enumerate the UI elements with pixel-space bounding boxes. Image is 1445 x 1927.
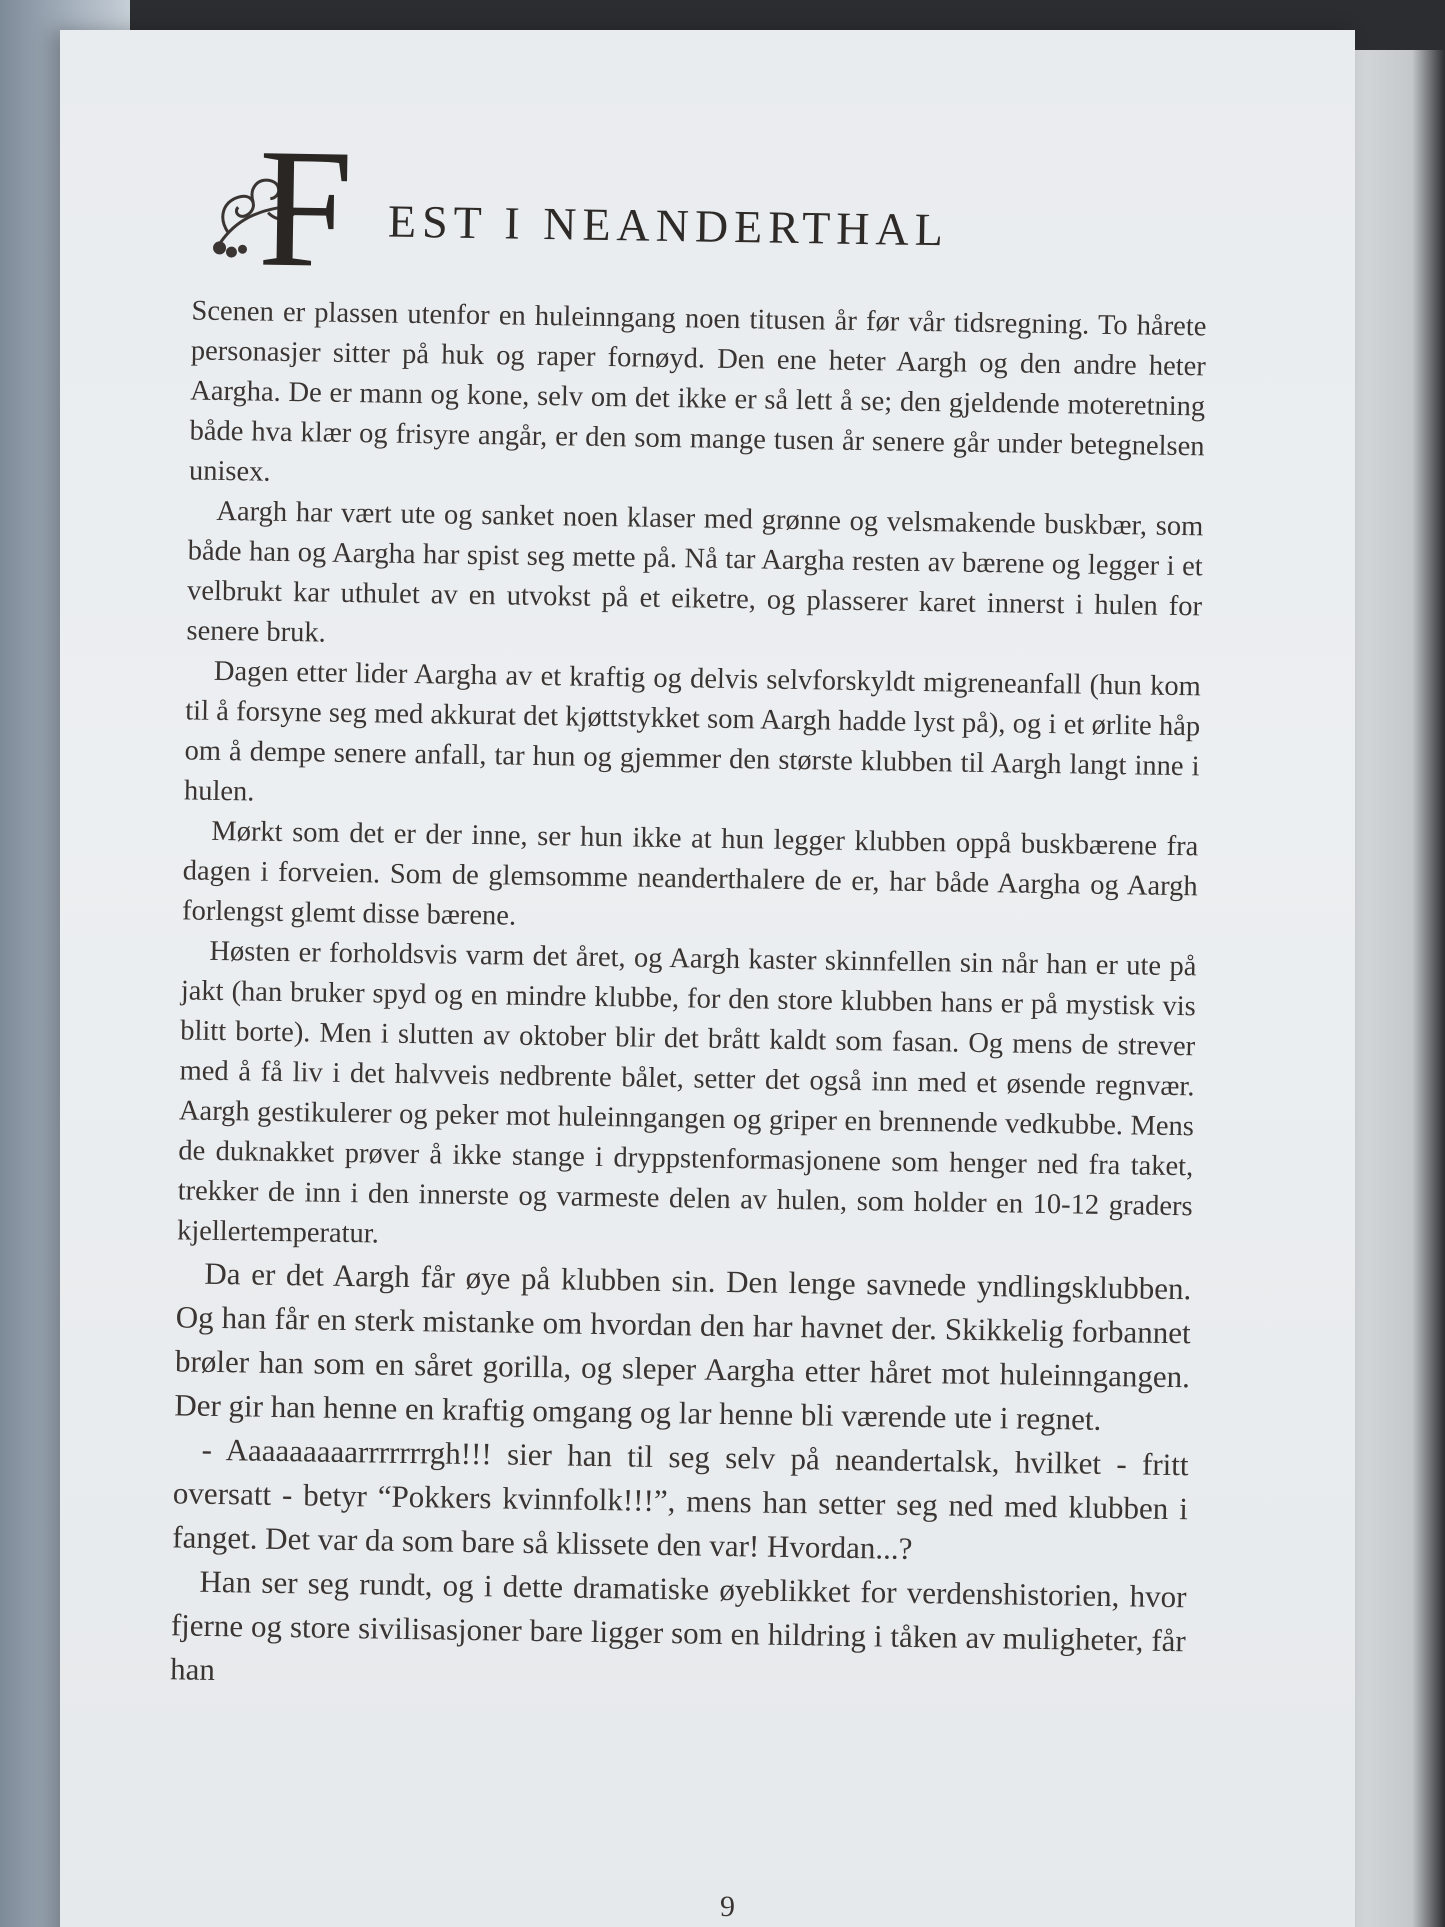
- paragraph: Da er det Aargh får øye på klubben sin. Den lenge savnede yndlingsklubben. Og han får en sterk mistanke om hvordan den har havnet der. Skikkelig forbannet brøler han som en såret gorilla, og sleper Aargha etter håret mot huleinngangen. Der gir han henne en kraftig omgang og lar henne bli værende ute i regnet.: [174, 1255, 1192, 1437]
- page-content: [75, 90, 1300, 1709]
- chapter-header: [97, 90, 1300, 309]
- paragraph: Høsten er forholdsvis varm det året, og Aargh kaster skinnfellen sin når han er ute på jakt (han bruker spyd og en mindre klubbe, for den store klubben hans er på mystisk vis blitt borte). Men i slutten av oktober blir det brått kaldt som fasan. Og mens de strever med å få liv i det halvveis nedbrente bålet, setter det også inn med et øsende regnvær. Aargh gestikulerer og peker mot huleinngangen og griper en brennende vedkubbe. Mens de duknakket prøver å ikke stange i dryppstenformasjonene som henger ned fra taket, trekker de inn i den innerste og varmeste delen av hulen, som holder en 10-12 graders kjellertemperatur.: [176, 935, 1197, 1250]
- paragraph: Mørkt som det er der inne, ser hun ikke at hun legger klubben oppå buskbærene fra dagen i forveien. Som de glemsomme neanderthalere de er, har både Aargha og Aargh forlengst glemt disse bærene.: [181, 815, 1199, 932]
- paragraph: Scenen er plassen utenfor en huleinngang noen titusen år før vår tidsregning. To hårete personasjer sitter på huk og raper fornøyd. Den ene heter Aargh og den andre heter Aargha. De er mann og kone, selv om det ikke er så lett å se; den gjeldende moteretning både hva klær og frisyre angår, er den som mange tusen år senere går under betegnelsen unisex.: [188, 295, 1207, 488]
- paragraph: - Aaaaaaaaarrrrrrrgh!!! sier han til seg selv på neandertalsk, hvilket - fritt oversatt - betyr “Pokkers kvinnfolk!!!”, mens han setter seg ned med klubben i fanget. Det var da som bare så klissete den var! Hvordan...?: [172, 1431, 1189, 1566]
- book-page: [60, 30, 1355, 1927]
- paragraph: Han ser seg rundt, og i dette dramatiske øyeblikket for verdenshistorien, hvor fjerne og store sivilisasjoner bare ligger som en hildring i tåken av muligheter, får han: [169, 1563, 1187, 1687]
- paragraph: Aargh har vært ute og sanket noen klaser med grønne og velsmakende buskbær, som både han og Aargha har spist seg mette på. Nå tar Aargha resten av bærene og legger i et velbrukt kar uthulet av en utvokst på et eiketre, og plasserer karet innerst i hulen for senere bruk.: [186, 495, 1204, 649]
- chapter-drop-cap: F: [256, 113, 355, 303]
- paragraph: Dagen etter lider Aargha av et kraftig og delvis selvforskyldt migreneanfall (hun kom til å forsyne seg med akkurat det kjøttstykket som Aargh hadde lyst på), og i et ørlite håp om å dempe senere anfall, tar hun og gjemmer den største klubben til Aargh langt inne i hulen.: [183, 655, 1202, 808]
- chapter-body: [75, 290, 1297, 1709]
- chapter-title: EST I NEANDERTHAL: [387, 195, 950, 256]
- page-number: 9: [720, 1890, 735, 1923]
